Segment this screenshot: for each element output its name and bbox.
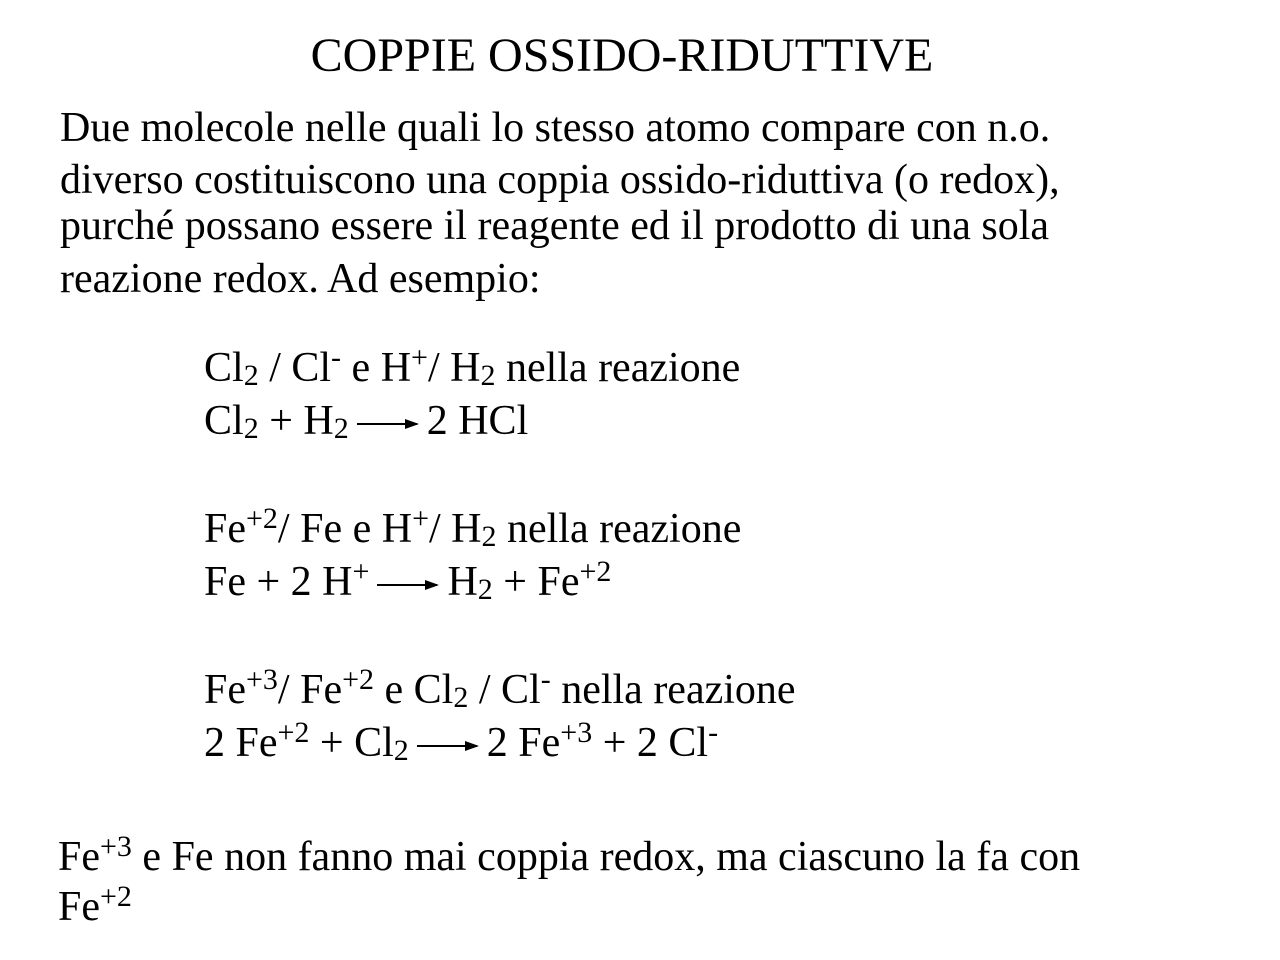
superscript-charge: + [412, 502, 429, 535]
reaction-arrow-icon [355, 416, 421, 432]
formula-text: 2 Fe [486, 720, 561, 766]
formula-text: 2 HCl [426, 398, 529, 444]
formula-text: Fe [58, 834, 100, 880]
formula-text: / Fe e H [277, 506, 413, 552]
formula-text: nella reazione [550, 667, 796, 713]
superscript-charge: +3 [560, 716, 593, 749]
superscript-charge: +3 [246, 663, 278, 696]
reaction-arrow-icon [415, 738, 481, 754]
example-1-reaction [204, 396, 528, 446]
formula-text: + H [258, 398, 334, 444]
example-3-pair [204, 665, 796, 715]
superscript-charge: +2 [246, 502, 278, 535]
formula-text: Cl [204, 398, 244, 444]
formula-text: nella reazione [496, 506, 742, 552]
formula-text: Cl [204, 345, 244, 391]
formula-text: / Cl [258, 345, 332, 391]
superscript-charge: +3 [100, 830, 132, 863]
subscript-count: 2 [481, 520, 497, 553]
formula-text: e Cl [374, 667, 454, 713]
superscript-charge: - [540, 663, 551, 696]
subscript-count: 2 [243, 412, 259, 445]
superscript-charge: + [411, 341, 428, 374]
formula-text: 2 Fe [204, 720, 278, 766]
subscript-count: 2 [243, 359, 259, 392]
formula-text: + Cl [309, 720, 394, 766]
superscript-charge: - [708, 716, 719, 749]
formula-text: e Fe non fanno mai coppia redox, ma ciascuno la fa con [131, 834, 1081, 880]
reaction-arrow-icon [375, 577, 441, 593]
superscript-charge: - [331, 341, 342, 374]
example-2-pair [204, 504, 741, 554]
superscript-charge: +2 [342, 663, 375, 696]
formula-text: / H [427, 345, 481, 391]
subscript-count: 2 [333, 412, 349, 445]
formula-text: nella reazione [495, 345, 741, 391]
intro-line-1: Due molecole nelle quali lo stesso atomo compare con n.o. [60, 105, 1051, 151]
formula-text: + 2 Cl [592, 720, 709, 766]
example-2-reaction [204, 557, 611, 607]
subscript-count: 2 [480, 359, 496, 392]
formula-text: Fe [204, 506, 246, 552]
example-3-reaction [204, 718, 718, 768]
example-1-pair [204, 343, 740, 393]
superscript-charge: + [352, 555, 370, 588]
subscript-count: 2 [453, 681, 469, 714]
formula-text: Fe + 2 H [204, 559, 353, 605]
subscript-count: 2 [393, 734, 409, 767]
superscript-charge: +2 [277, 716, 310, 749]
slide-title: COPPIE OSSIDO-RIDUTTIVE [310, 29, 934, 82]
intro-line-2: diverso costituiscono una coppia ossido-riduttiva (o redox), [60, 157, 1060, 203]
formula-text: / H [429, 506, 482, 552]
subscript-count: 2 [477, 573, 493, 606]
intro-line-4: reazione redox. Ad esempio: [60, 256, 541, 302]
formula-text: Fe [58, 884, 100, 930]
formula-text: / Cl [468, 667, 541, 713]
formula-text: Fe [204, 667, 246, 713]
note-line-2 [58, 882, 132, 932]
formula-text: / Fe [277, 667, 343, 713]
formula-text: e H [341, 345, 412, 391]
superscript-charge: +2 [100, 880, 132, 913]
superscript-charge: +2 [579, 555, 612, 588]
intro-line-3: purché possano essere il reagente ed il prodotto di una sola [60, 203, 1050, 249]
formula-text: + Fe [492, 559, 580, 605]
note-line-1 [58, 832, 1080, 882]
formula-text: H [447, 559, 478, 605]
